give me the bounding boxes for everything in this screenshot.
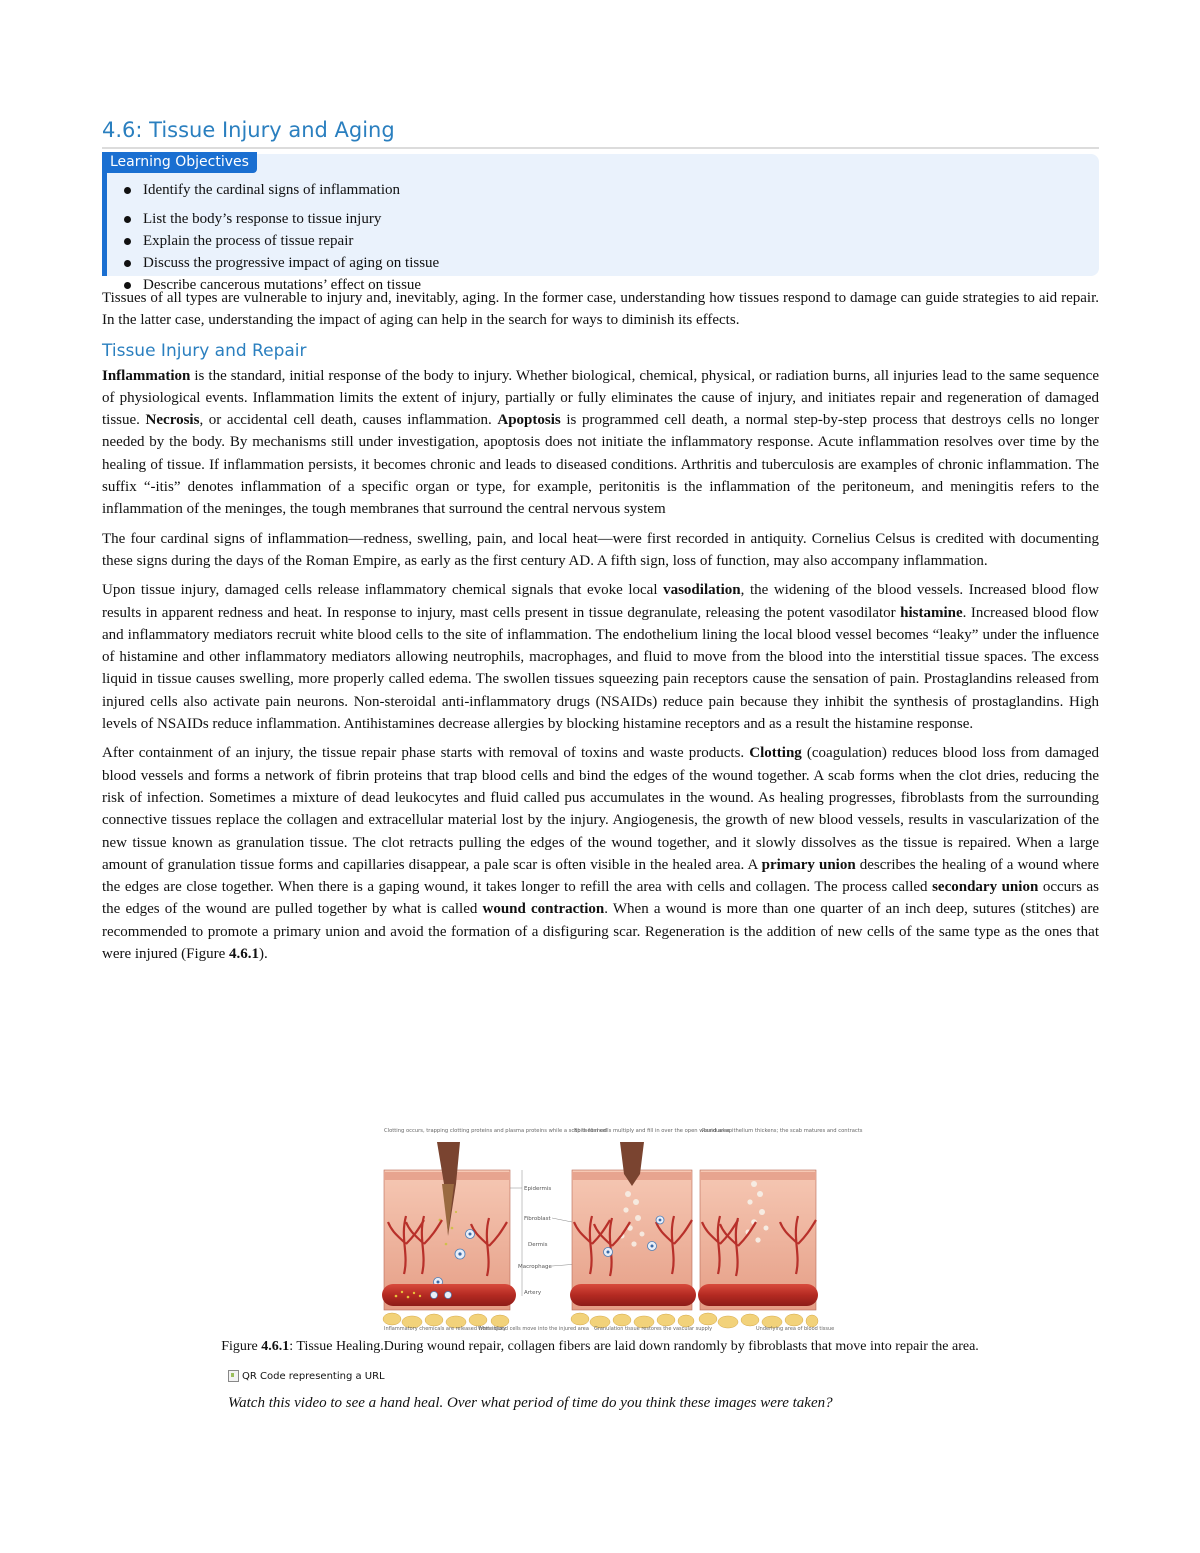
label-dermis: Dermis xyxy=(528,1242,548,1248)
paragraph-tissue-repair: After containment of an injury, the tissue repair phase starts with removal of toxins and waste products. Clotting (coagulation) reduces blood loss from damaged blood vessels and forms a network of fibrin proteins that trap blood cells and bind the edges of the wound together. A scab forms when the clot dries, reducing the risk of infection. Sometimes a mixture of dead leukocytes and fluid called pus accumulates in the wound. As healing progresses, fibroblasts from the surrounding connective tissues replace the collagen and extracellular material lost by the injury. Angiogenesis, the growth of new blood vessels, results in vascularization of the new tissue known as granulation tissue. The clot retracts pulling the edges of the wound together, and it slowly dissolves as the tissue is repaired. When a large amount of granulation tissue forms and capillaries disappear, a pale scar is often visible in the healed area. A primary union describes the healing of a wound where the edges are close together. When there is a gaping wound, it takes longer to refill the area with cells and collagen. The process called secondary union occurs as the edges of the wound are pulled together by what is called wound contraction. When a wound is more than one quarter of an inch deep, sutures (stitches) are recommended to promote a primary union and avoid the formation of a disfiguring scar. Regeneration is the addition of new cells of the same type as the ones that were injured (Figure 4.6.1). xyxy=(102,745,1099,963)
bullet-icon xyxy=(124,216,131,223)
label-epidermis: Epidermis xyxy=(524,1186,552,1192)
bullet-icon xyxy=(124,238,131,245)
healing-panel-1 xyxy=(382,1142,516,1328)
page-title: 4.6: Tissue Injury and Aging xyxy=(102,112,1099,149)
caption-bottom-3: Granulation tissue restores the vascular supply xyxy=(594,1326,713,1332)
learning-objectives-list xyxy=(121,180,1079,295)
label-macrophage: Macrophage xyxy=(518,1264,552,1270)
paragraph-inflammation: Inflammation is the standard, initial response of the body to injury. Whether biological, chemical, physical, or radiation burns, all injuries lead to the same sequence of physiological events. Inflammation limits the extent of injury, partially or fully eliminates the cause of injury, and initiates repair and regeneration of damaged tissue. Necrosis, or accidental cell death, causes inflammation. Apoptosis is programmed cell death, a normal step-by-step process that destroys cells no longer needed by the body. By mechanisms still under investigation, apoptosis does not initiate the inflammatory response. Acute inflammation resolves over time by the healing of tissue. If inflammation persists, it becomes chronic and leads to diseased conditions. Arthritis and tuberculosis are examples of chronic inflammation. The suffix “-itis” denotes inflammation of a specific organ or type, for example, peritonitis is the inflammation of the peritoneum, and meningitis refers to the inflammation of the meninges, the tough membranes that surround the central nervous system xyxy=(102,367,1099,518)
broken-image-icon xyxy=(228,1370,239,1382)
paragraph-vasodilation: Upon tissue injury, damaged cells release inflammatory chemical signals that evoke local vasodilation, the widening of the blood vessels. Increased blood flow results in apparent redness and heat. In response to injury, mast cells present in tissue degranulate, releasing the potent vasodilator histamine. Increased blood flow and inflammatory mediators recruit white blood cells to the site of inflammation. The endothelium lining the local blood vessel becomes “leaky” under the influence of histamine and other inflammatory mediators allowing neutrophils, macrophages, and fluid to move from the blood into the interstitial tissue spaces. The excess liquid in tissue causes swelling, more properly called edema. The swollen tissues squeezing pain receptors cause the sensation of pain. Prostaglandins released from injured cells also activate pain neurons. Non-steroidal anti-inflammatory drugs (NSAIDs) reduce pain because they inhibit the synthesis of prostaglandins. High levels of NSAIDs reduce inflammation. Antihistamines decrease allergies by blocking histamine receptors and as a result the histamine response. xyxy=(102,582,1099,733)
list-item: Describe cancerous mutations’ effect on tissue xyxy=(121,275,1079,295)
intro-paragraph: Tissues of all types are vulnerable to injury and, inevitably, aging. In the former case, understanding how tissues respond to damage can guide strategies to aid repair. In the latter case, understanding the impact of aging can help in the search for ways to diminish its effects. xyxy=(102,290,1099,329)
caption-top-3: Residual epithelium thickens; the scab matures and contracts xyxy=(702,1128,863,1134)
caption-bottom-2: White blood cells move into the injured area xyxy=(478,1326,589,1332)
list-item: List the body’s response to tissue injury xyxy=(121,209,1079,229)
label-artery: Artery xyxy=(524,1290,542,1296)
list-item: Discuss the progressive impact of aging on tissue xyxy=(121,253,1079,273)
paragraph-cardinal-signs: The four cardinal signs of inflammation—redness, swelling, pain, and local heat—were first recorded in antiquity. Cornelius Celsus is credited with documenting these signs during the days of the Roman Empire, as early as the first century AD. A fifth sign, loss of function, may also accompany inflammation. xyxy=(102,530,1099,569)
section-title: Tissue Injury and Repair xyxy=(102,340,307,361)
learning-objectives-label: Learning Objectives xyxy=(102,152,257,173)
learning-objectives-box xyxy=(102,154,1099,293)
healing-panel-2 xyxy=(570,1142,696,1328)
qr-code-image[interactable]: QR Code representing a URL xyxy=(228,1370,385,1382)
label-fibroblast: Fibroblast xyxy=(524,1216,551,1222)
list-item: Explain the process of tissue repair xyxy=(121,231,1079,251)
tissue-healing-figure xyxy=(382,1124,863,1338)
caption-bottom-1: Inflammatory chemicals are released from injury xyxy=(384,1326,506,1332)
bullet-icon xyxy=(124,282,131,289)
bullet-icon xyxy=(124,187,131,194)
figure-link[interactable]: 4.6.1 xyxy=(229,946,260,963)
bullet-icon xyxy=(124,260,131,267)
healing-panel-3 xyxy=(698,1170,818,1328)
content-area xyxy=(102,112,1099,965)
caption-top-2: Epithelial cells multiply and fill in over the open wound area xyxy=(574,1128,730,1134)
video-prompt: Watch this video to see a hand heal. Over what period of time do you think these images were taken? xyxy=(228,1395,833,1411)
list-item: Identify the cardinal signs of inflammation xyxy=(121,180,1079,200)
figure-caption: Figure 4.6.1: Tissue Healing.During wound repair, collagen fibers are laid down randomly by fibroblasts that move into repair the area. xyxy=(221,1339,979,1354)
caption-bottom-4: Underlying area of blood tissue xyxy=(756,1326,835,1332)
caption-top-1: Clotting occurs, trapping clotting proteins and plasma proteins while a scab is formed xyxy=(384,1128,607,1134)
